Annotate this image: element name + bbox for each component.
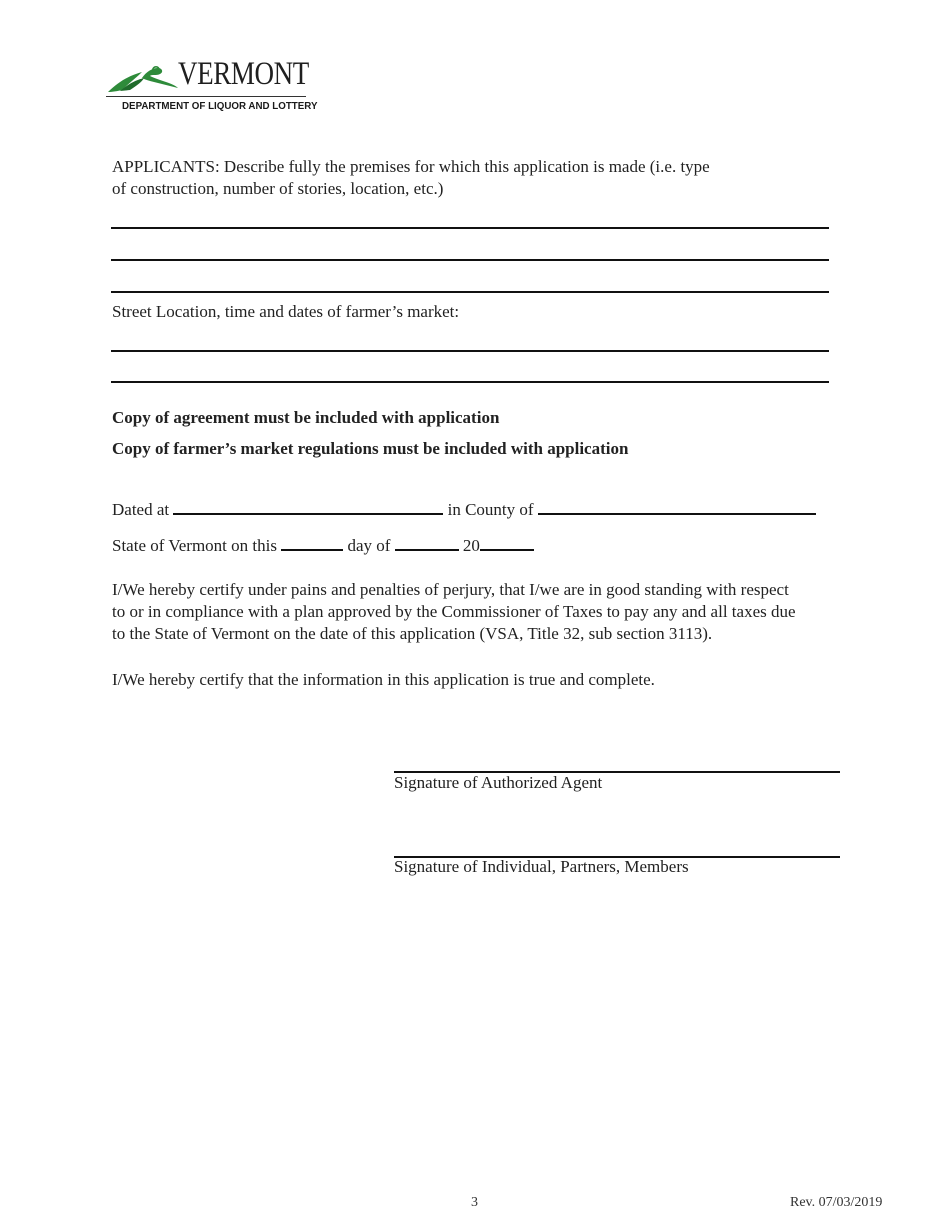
tax-certification-line-3: to the State of Vermont on the date of this application (VSA, Title 32, sub section 3113). — [112, 624, 713, 643]
logo-department-name: DEPARTMENT OF LIQUOR AND LOTTERY — [122, 100, 318, 112]
dated-at-row — [112, 497, 816, 520]
market-answer-line-1[interactable] — [111, 350, 829, 352]
day-of-label: day of — [347, 536, 391, 555]
premises-answer-line-2[interactable] — [111, 259, 829, 261]
truth-certification: I/We hereby certify that the information in this application is true and complete. — [112, 670, 655, 689]
state-label: State of Vermont on this — [112, 536, 277, 555]
county-label: in County of — [447, 500, 534, 519]
market-location-prompt: Street Location, time and dates of farmer’s market: — [112, 302, 460, 321]
day-field[interactable] — [281, 533, 343, 551]
revision-date: Rev. 07/03/2019 — [790, 1195, 883, 1210]
agreement-notice: Copy of agreement must be included with application — [112, 408, 500, 427]
month-field[interactable] — [395, 533, 459, 551]
page-number: 3 — [471, 1195, 478, 1210]
regulations-notice: Copy of farmer’s market regulations must be included with application — [112, 439, 629, 458]
market-answer-line-2[interactable] — [111, 381, 829, 383]
year-prefix: 20 — [462, 536, 480, 555]
year-field[interactable] — [480, 533, 534, 551]
tax-certification-line-2: to or in compliance with a plan approved by the Commissioner of Taxes to pay any and all taxes due — [112, 602, 796, 621]
premises-answer-line-1[interactable] — [111, 227, 829, 229]
tax-certification-line-1: I/We hereby certify under pains and penalties of perjury, that I/we are in good standing with respect — [112, 580, 789, 599]
dated-at-field[interactable] — [173, 497, 443, 515]
state-date-row — [112, 533, 534, 556]
logo-divider — [106, 96, 306, 97]
county-field[interactable] — [538, 497, 816, 515]
logo-wordmark: VERMONT — [178, 56, 309, 92]
premises-instruction — [112, 156, 710, 200]
premises-instruction-line-1: APPLICANTS: Describe fully the premises for which this application is made (i.e. type — [112, 157, 710, 176]
individual-signature-label: Signature of Individual, Partners, Members — [394, 857, 689, 876]
premises-answer-line-3[interactable] — [111, 291, 829, 293]
tax-certification — [112, 579, 852, 645]
premises-instruction-line-2: of construction, number of stories, location, etc.) — [112, 179, 444, 198]
agent-signature-label: Signature of Authorized Agent — [394, 773, 603, 792]
dated-at-label: Dated at — [112, 500, 170, 519]
